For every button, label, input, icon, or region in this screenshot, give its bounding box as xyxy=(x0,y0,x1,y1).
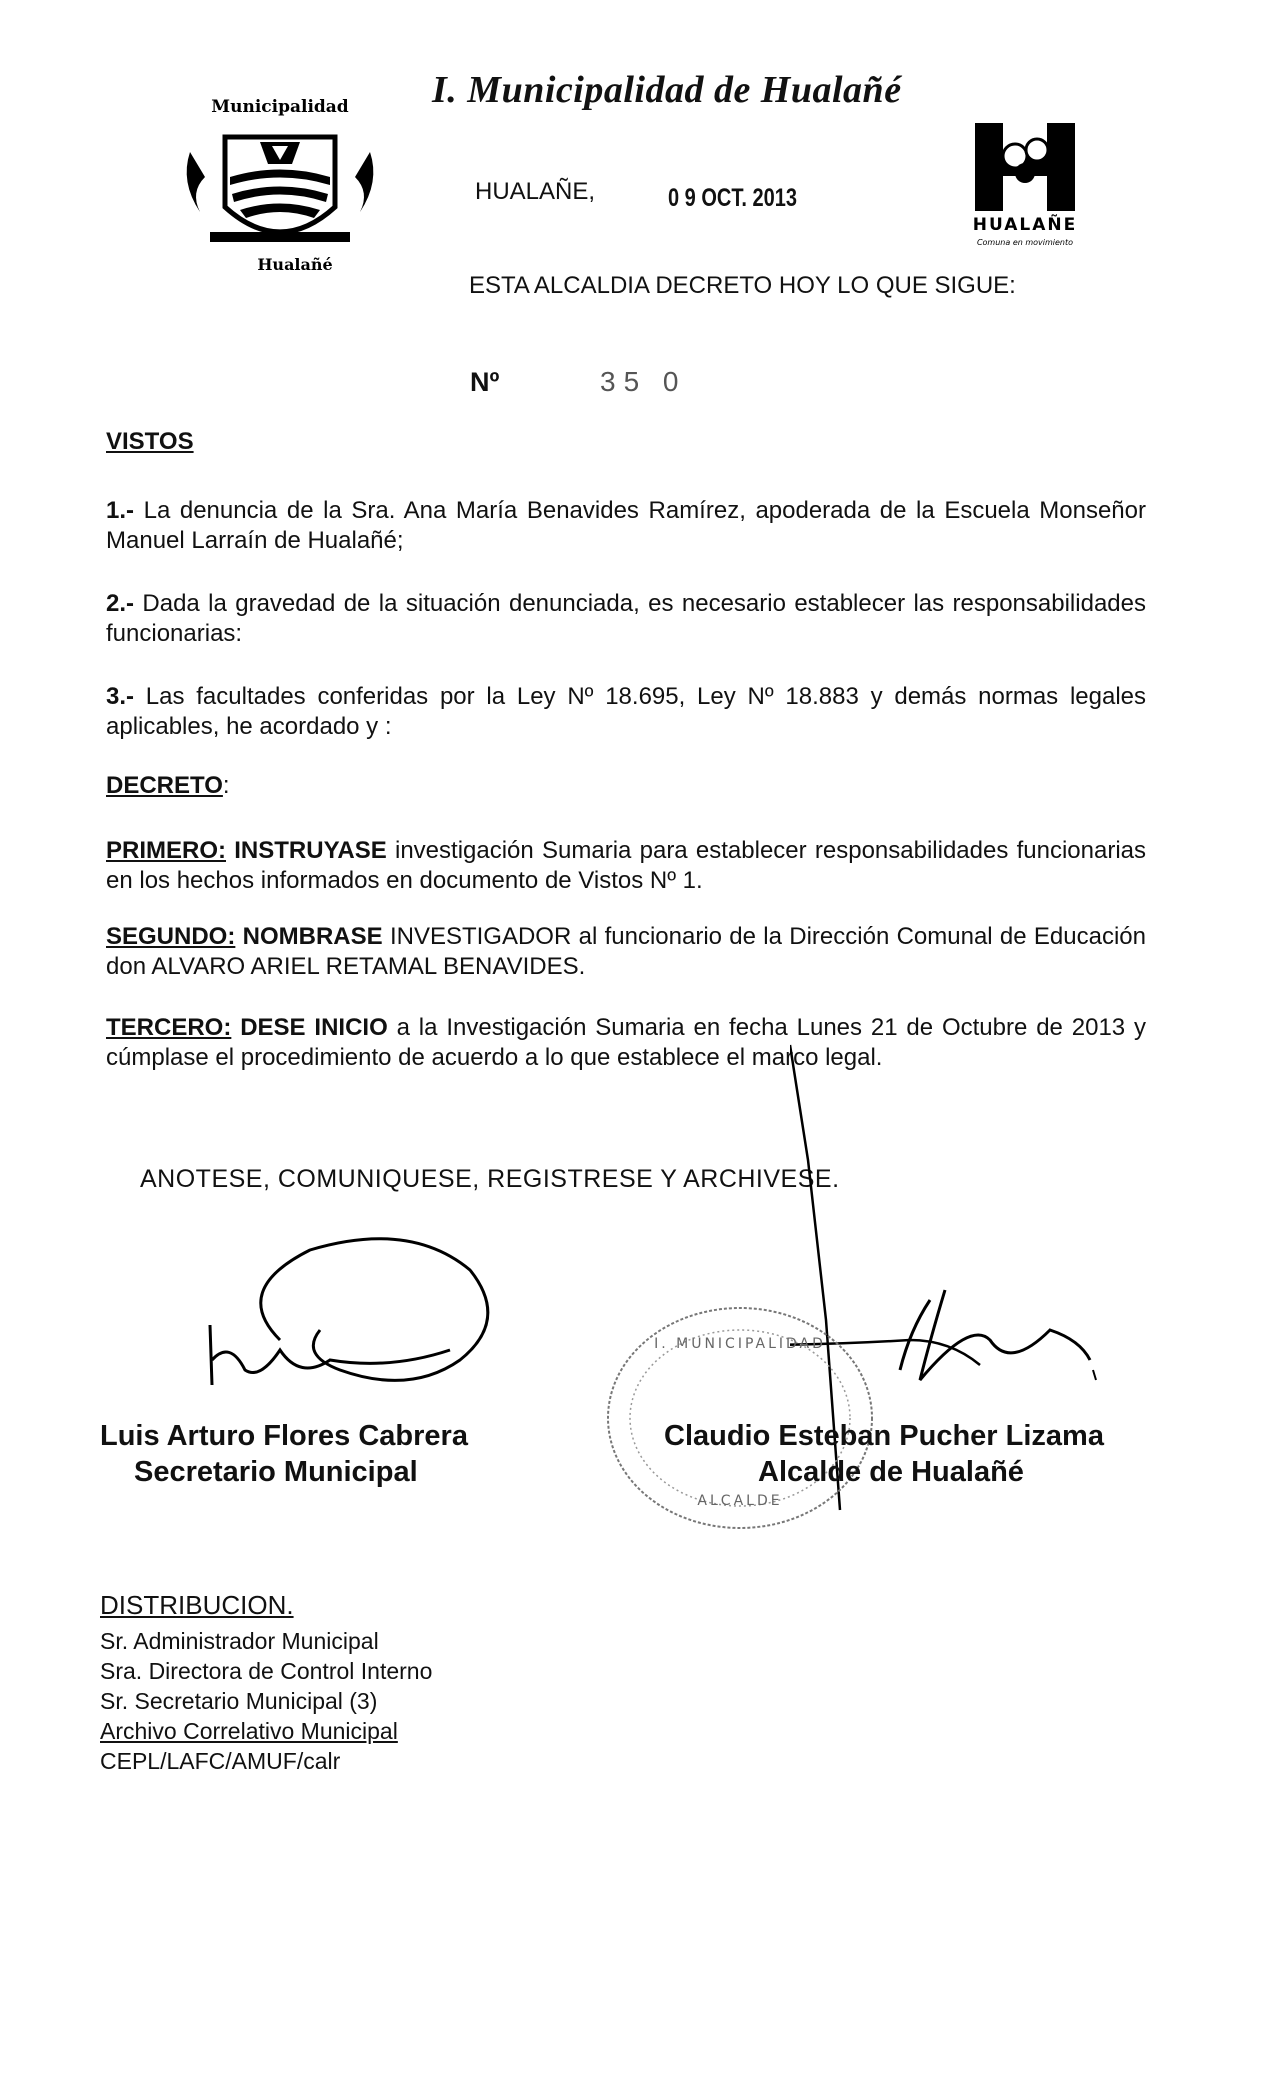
clause-action: INSTRUYASE xyxy=(234,837,387,864)
secretary-role: Secretario Municipal xyxy=(134,1456,418,1488)
vistos-item-text: Dada la gravedad de la situación denunciada, es necesario establecer las responsabilidades funcionarias: xyxy=(106,590,1146,647)
vistos-item-3 xyxy=(106,682,1146,742)
secretary-signature xyxy=(190,1230,510,1410)
closing-formula: ANOTESE, COMUNIQUESE, REGISTRESE Y ARCHIVESE. xyxy=(140,1165,840,1193)
clause-label: PRIMERO: xyxy=(106,837,226,864)
clause-text: investigación Sumaria para establecer responsabilidades funcionarias en los hechos informados en documento de Vistos Nº 1. xyxy=(106,837,1147,894)
vistos-item-number: 1.- xyxy=(106,497,135,524)
clause-text: INVESTIGADOR al funcionario de la Dirección Comunal de Educación don ALVARO ARIEL RETAMAL BENAVIDES. xyxy=(106,923,1146,980)
clause-tercero xyxy=(106,1013,1146,1073)
decree-number-value: 35 0 xyxy=(600,366,687,397)
svg-text:HUALAÑE: HUALAÑE xyxy=(972,215,1078,235)
distribution-item: Sr. Administrador Municipal xyxy=(100,1628,379,1654)
vistos-heading: VISTOS xyxy=(106,428,194,455)
decree-number-label: Nº xyxy=(470,367,500,397)
vistos-item-number: 3.- xyxy=(106,683,135,710)
decree-heading: ESTA ALCALDIA DECRETO HOY LO QUE SIGUE: xyxy=(469,272,1016,299)
decreto-heading-row xyxy=(106,772,230,800)
clause-segundo xyxy=(106,922,1146,982)
svg-text:ALCALDE: ALCALDE xyxy=(697,1493,783,1509)
date-stamp: 0 9 OCT. 2013 xyxy=(668,184,797,212)
clause-label: TERCERO: xyxy=(106,1014,232,1041)
distribution-item: CEPL/LAFC/AMUF/calr xyxy=(100,1748,341,1774)
vistos-item-1 xyxy=(106,496,1146,556)
clause-action: DESE INICIO xyxy=(240,1014,388,1041)
clause-text: a la Investigación Sumaria en fecha Lunes 21 de Octubre de 2013 y cúmplase el procedimiento de acuerdo a lo que establece el marco legal. xyxy=(106,1014,1146,1071)
hualane-logo xyxy=(955,118,1095,248)
decreto-colon: : xyxy=(222,772,230,799)
distribution-item: Sra. Directora de Control Interno xyxy=(100,1658,433,1684)
vistos-item-text: La denuncia de la Sra. Ana María Benavides Ramírez, apoderada de la Escuela Monseñor Manuel Larraín de Hualañé; xyxy=(106,497,1146,554)
clause-action: NOMBRASE xyxy=(242,923,383,950)
mayor-name: Claudio Esteban Pucher Lizama xyxy=(664,1420,1104,1452)
svg-text:Hualañé: Hualañé xyxy=(257,255,333,274)
city-label: HUALAÑE, xyxy=(475,178,596,205)
clause-primero xyxy=(106,836,1146,896)
vistos-item-number: 2.- xyxy=(106,590,135,617)
distribution-item: Archivo Correlativo Municipal xyxy=(100,1718,398,1744)
crest-text-top: Municipalidad xyxy=(211,97,349,117)
municipal-crest-logo xyxy=(180,82,380,277)
secretary-name: Luis Arturo Flores Cabrera xyxy=(100,1420,468,1452)
vistos-item-2 xyxy=(106,589,1146,649)
svg-text:Comuna en movimiento: Comuna en movimiento xyxy=(976,238,1074,247)
distribution-item: Sr. Secretario Municipal (3) xyxy=(100,1688,378,1714)
decreto-heading: DECRETO xyxy=(106,772,223,799)
municipality-title: I. Municipalidad de Hualañé xyxy=(432,69,902,111)
mayor-role: Alcalde de Hualañé xyxy=(758,1456,1024,1488)
clause-label: SEGUNDO: xyxy=(106,923,236,950)
vistos-item-text: Las facultades conferidas por la Ley Nº 18.695, Ley Nº 18.883 y demás normas legales aplicables, he acordado y : xyxy=(106,683,1147,740)
distribution-heading: DISTRIBUCION. xyxy=(100,1590,294,1620)
svg-text:I. MUNICIPALIDAD: I. MUNICIPALIDAD xyxy=(654,1336,826,1352)
